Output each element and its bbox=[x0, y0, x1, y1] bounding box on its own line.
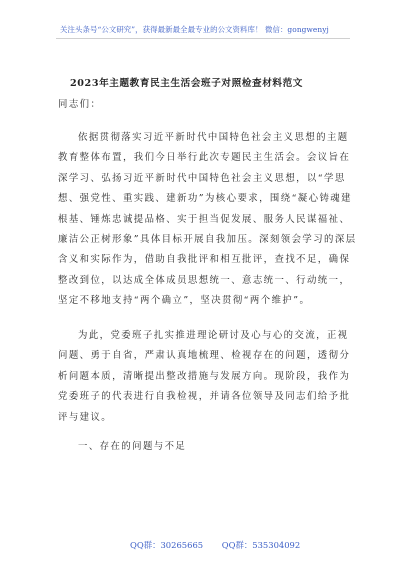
document-title: 2023年主题教育民主生活会班子对照检查材料范文 bbox=[70, 78, 303, 89]
salutation: 同志们： bbox=[58, 99, 102, 110]
section-heading: 一、存在的问题与不足 bbox=[78, 441, 187, 452]
paragraph-1: 依据贯彻落实习近平新时代中国特色社会主义思想的主题教育整体布置，我们今日举行此次专题民主生活会。会议旨在深学习、弘扬习近平新时代中国特色社会主义思想，以“学思想、强党性、重实践、建新功”为核心要求，围绕“凝心铸魂建根基、锤炼忠诚提品格、实于担当促发展、服务人民谋福祉、廉洁公正树形象”具体目标开展自我加压。深刻领会学习的深层含义和实际作为，借助自我批评和相互批评，查找不足，确保整改到位，以达成全体成员思想统一、意志统一、行动统一，坚定不移地支持“两个确立”，坚决贯彻“两个维护”。 bbox=[58, 132, 357, 307]
paragraph-2: 为此，党委班子扎实推进理论研讨及心与心的交流，正视问题、勇于自省，严肃认真地梳理、检视存在的问题，透彻分析问题本质，清晰提出整改措施与发展方向。现阶段，我作为党委班子的代表进行自我检视，并请各位领导及同志们给予批评与建议。 bbox=[58, 330, 351, 423]
footer-note: QQ群：30265665 QQ群：535304092 bbox=[130, 540, 301, 550]
header-divider bbox=[56, 38, 350, 39]
header-note: 关注头条号“公文研究”，获得最新最全最专业的公文资料库！ 微信：gongwenyj bbox=[60, 25, 329, 34]
